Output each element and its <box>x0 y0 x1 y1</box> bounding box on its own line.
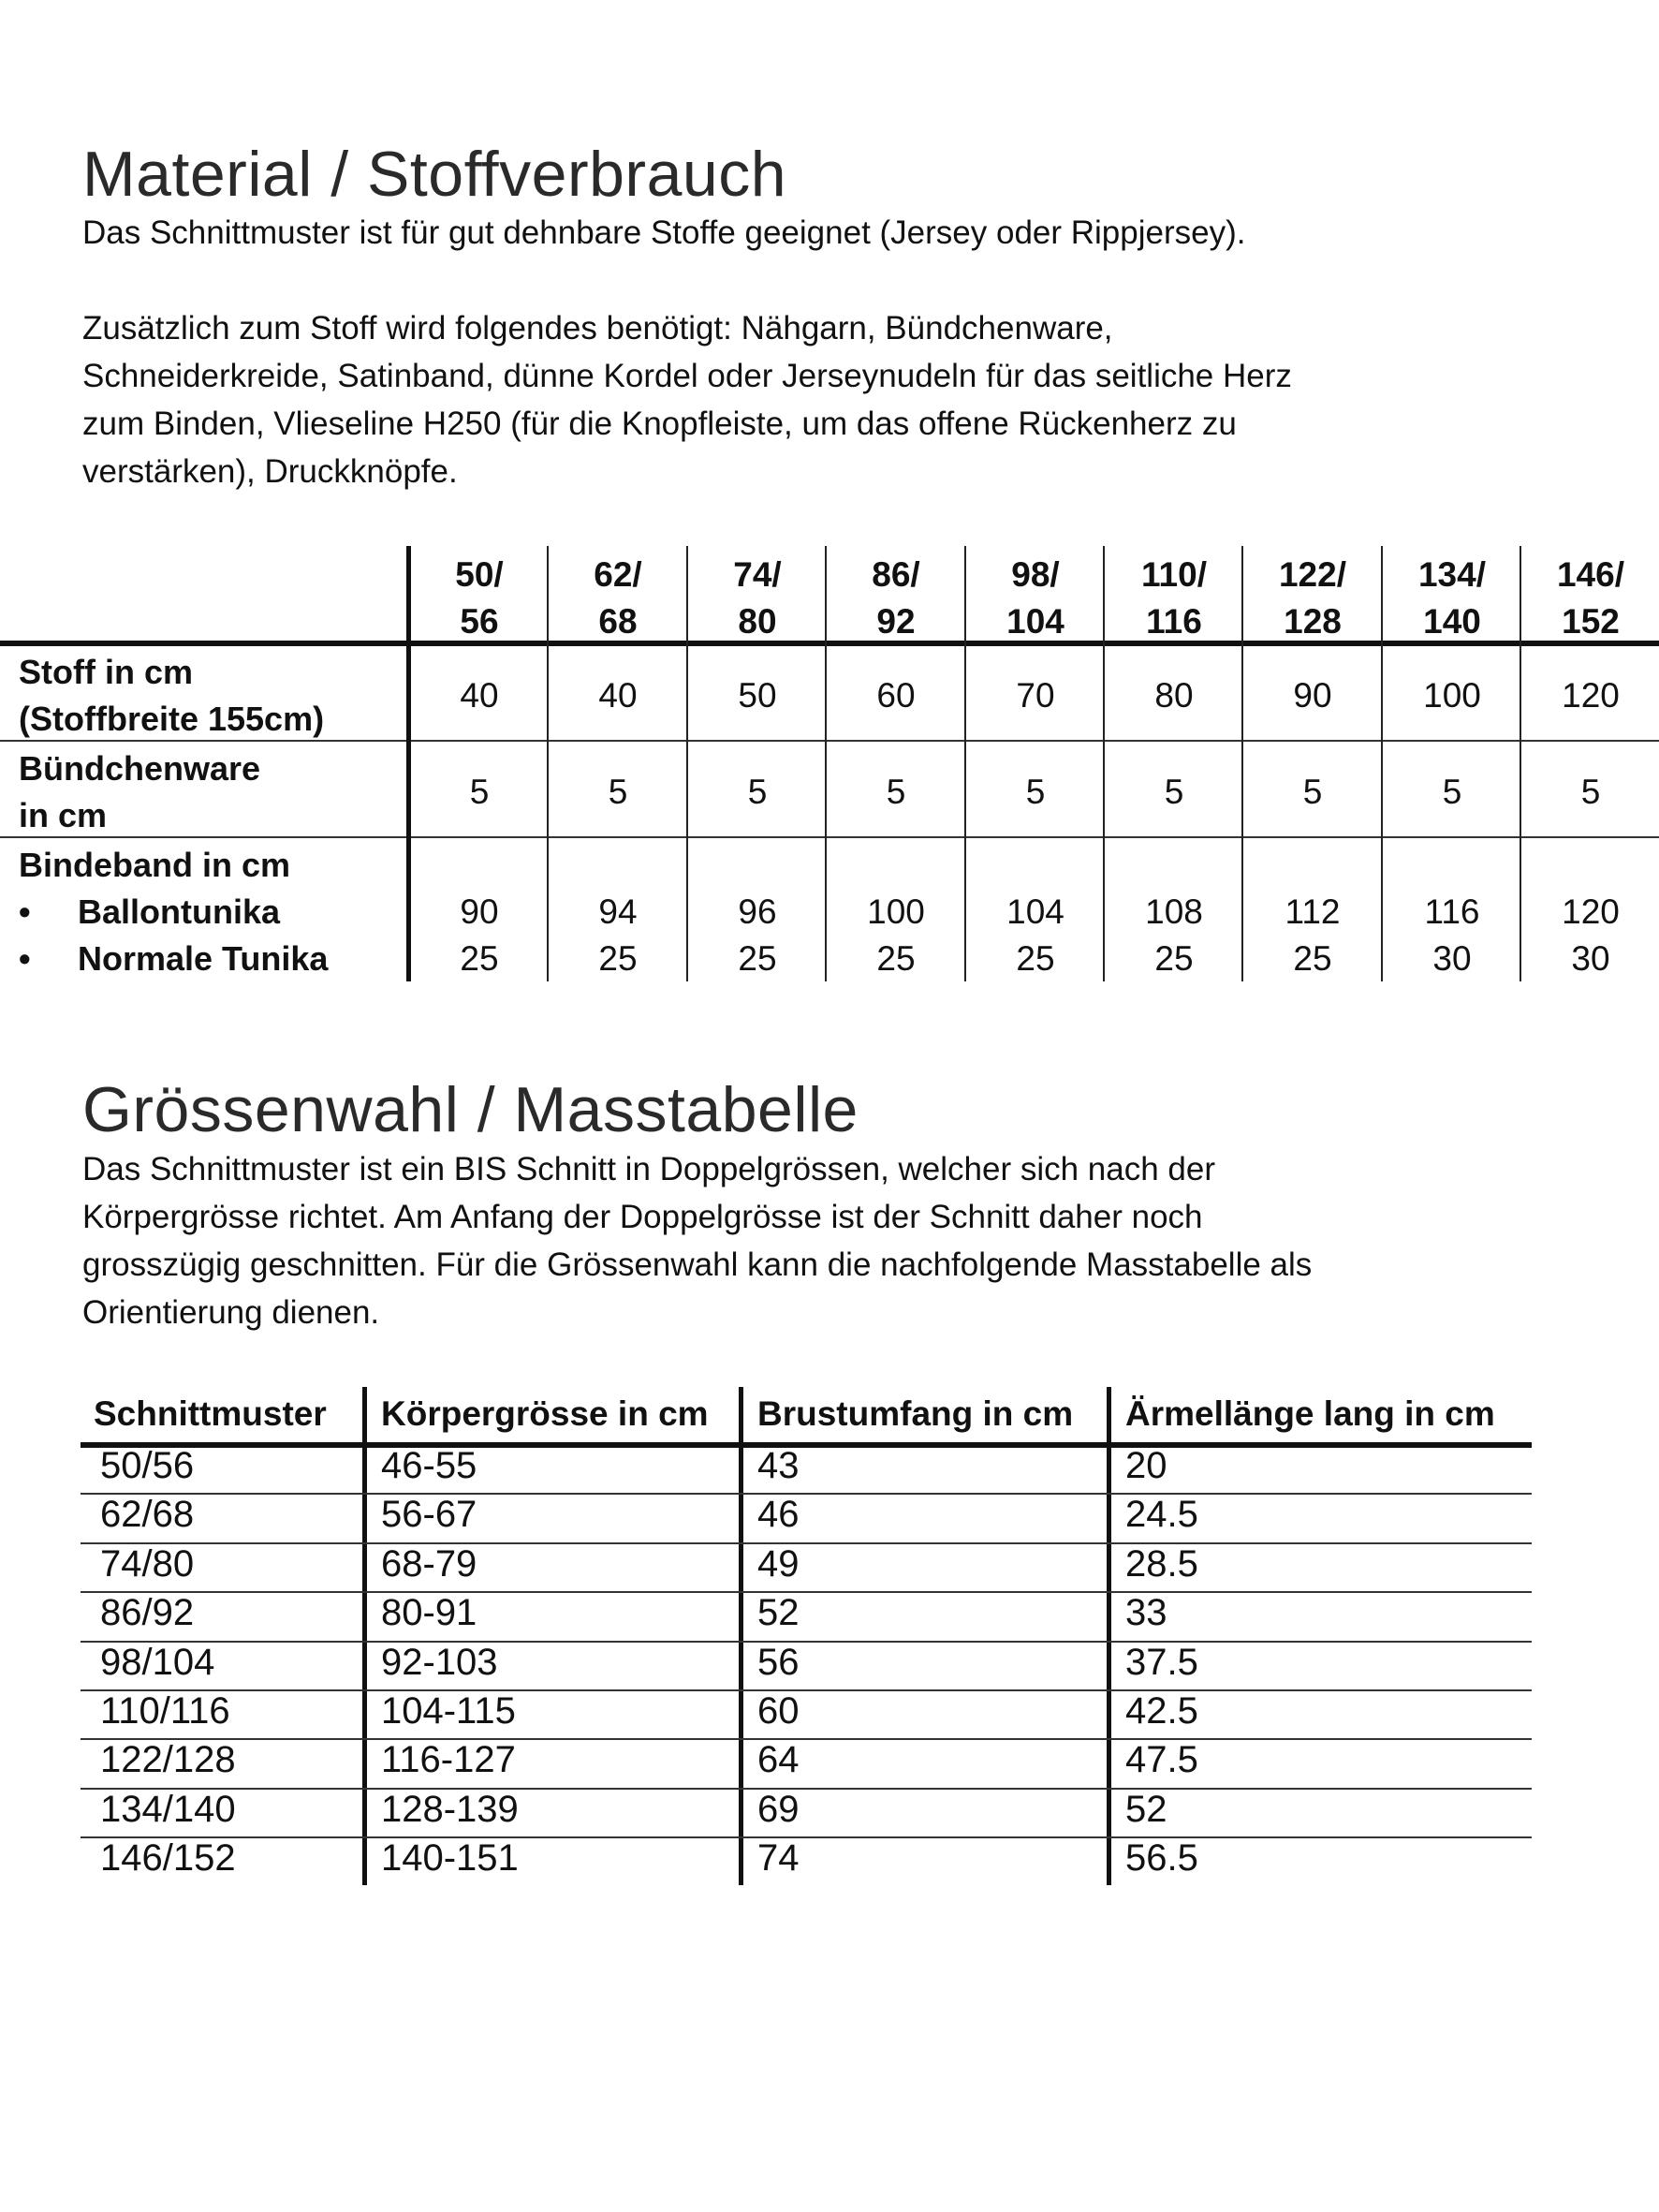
table-cell: 47.5 <box>1125 1739 1198 1780</box>
table-cell: 52 <box>757 1592 800 1633</box>
size-header-line: 56 <box>460 602 499 641</box>
sizing-intro-line: grosszügig geschnitten. Für die Grössenwahl kann die nachfolgende Masstabelle als <box>82 1246 1313 1283</box>
size-header-line: 134/ <box>1417 555 1486 594</box>
balloon-tunic-value: 112 <box>1285 892 1341 931</box>
table-cell: 56.5 <box>1125 1837 1198 1879</box>
fabric-consumption-table <box>0 546 1659 981</box>
row-label-normal-tunic: • Normale Tunika <box>19 936 403 982</box>
row-label-line: (Stoffbreite 155cm) <box>19 700 325 738</box>
size-header-line: 152 <box>1562 602 1620 641</box>
table-cell: 122/128 <box>100 1739 236 1780</box>
table-row-divider <box>81 1591 1532 1593</box>
material-intro <box>82 209 1245 257</box>
table-cell: 43 <box>757 1445 800 1486</box>
row-label-line: in cm <box>19 796 108 834</box>
column-header: Körpergrösse in cm <box>381 1394 709 1433</box>
table-cell: 20 <box>1125 1445 1167 1486</box>
size-column-header <box>1521 552 1659 645</box>
cuffs-value: 5 <box>1442 773 1462 811</box>
table-row-divider <box>81 1493 1532 1495</box>
normal-tunic-value: 25 <box>1293 939 1332 978</box>
table-cell: 24.5 <box>1125 1494 1198 1535</box>
size-header-line: 86/ <box>872 555 920 594</box>
fabric-value: 70 <box>1016 676 1055 715</box>
balloon-tunic-value: 100 <box>867 892 925 931</box>
size-column-header <box>1383 552 1521 645</box>
table-cell: 33 <box>1125 1592 1167 1633</box>
size-header-line: 62/ <box>594 555 642 594</box>
table-row-divider <box>81 1738 1532 1740</box>
fabric-value: 40 <box>460 676 499 715</box>
size-column-header <box>966 552 1105 645</box>
table-cell: 56 <box>757 1642 800 1683</box>
size-header-line: 128 <box>1284 602 1342 641</box>
normal-tunic-value: 25 <box>598 939 638 978</box>
table-row-divider <box>81 1689 1532 1691</box>
column-divider <box>739 1387 743 1885</box>
size-column-header <box>1105 552 1243 645</box>
column-header: Brustumfang in cm <box>757 1394 1074 1433</box>
table-row-divider <box>81 1788 1532 1790</box>
normal-tunic-value: 25 <box>876 939 916 978</box>
column-header: Ärmellänge lang in cm <box>1125 1394 1495 1433</box>
size-header-line: 122/ <box>1278 555 1346 594</box>
normal-tunic-value: 25 <box>1154 939 1194 978</box>
size-header-line: 68 <box>598 602 638 641</box>
row-label-line: Bindeband in cm <box>19 846 291 884</box>
sizing-intro <box>82 1145 1312 1336</box>
table-cell: 116-127 <box>381 1739 516 1780</box>
table-header-divider <box>81 1442 1532 1448</box>
size-header-line: 98/ <box>1011 555 1060 594</box>
fabric-value: 40 <box>598 676 638 715</box>
table-cell: 134/140 <box>100 1789 236 1830</box>
material-supplies-line: zum Binden, Vlieseline H250 (für die Knopfleiste, um das offene Rückenherz zu <box>82 406 1237 442</box>
balloon-tunic-value: 108 <box>1145 892 1203 931</box>
table-cell: 128-139 <box>381 1789 519 1830</box>
table-cell: 60 <box>757 1690 800 1732</box>
balloon-tunic-value: 120 <box>1562 892 1620 931</box>
table-row-divider <box>81 1836 1532 1838</box>
sizing-title: Grössenwahl / Masstabelle <box>82 1074 859 1145</box>
table-cell: 46-55 <box>381 1445 477 1486</box>
size-header-line: 116 <box>1146 602 1202 641</box>
table-cell: 98/104 <box>100 1642 215 1683</box>
material-supplies-line: verstärken), Druckknöpfe. <box>82 453 458 490</box>
material-supplies-line: Zusätzlich zum Stoff wird folgendes benötigt: Nähgarn, Bündchenware, <box>82 310 1113 347</box>
table-cell: 68-79 <box>381 1543 477 1585</box>
normal-tunic-value: 25 <box>460 939 499 978</box>
size-header-line: 104 <box>1006 602 1064 641</box>
size-header-line: 92 <box>876 602 916 641</box>
row-label-tie-band <box>19 842 403 982</box>
material-supplies-line: Schneiderkreide, Satinband, dünne Kordel oder Jerseynudeln für das seitliche Herz <box>82 358 1292 394</box>
fabric-value: 90 <box>1293 676 1332 715</box>
size-column-header <box>1243 552 1382 645</box>
balloon-tunic-value: 104 <box>1006 892 1064 931</box>
normal-tunic-value: 25 <box>1016 939 1055 978</box>
cuffs-value: 5 <box>886 773 906 811</box>
table-cell: 104-115 <box>381 1690 516 1732</box>
row-label-cuffs <box>19 745 403 839</box>
table-cell: 80-91 <box>381 1592 477 1633</box>
size-header-line: 50/ <box>455 555 504 594</box>
table-cell: 28.5 <box>1125 1543 1198 1585</box>
table-cell: 62/68 <box>100 1494 195 1535</box>
normal-tunic-value: 30 <box>1571 939 1610 978</box>
size-column-header <box>549 552 687 645</box>
row-label-line: Stoff in cm <box>19 653 193 691</box>
fabric-value: 50 <box>738 676 777 715</box>
cuffs-value: 5 <box>1164 773 1184 811</box>
table-cell: 74 <box>757 1837 800 1879</box>
row-label-balloon-tunic: • Ballontunika <box>19 889 403 936</box>
table-row-divider <box>81 1542 1532 1544</box>
material-supplies <box>82 304 1292 495</box>
cuffs-value: 5 <box>1580 773 1601 811</box>
fabric-value: 80 <box>1154 676 1194 715</box>
size-header-line: 74/ <box>733 555 782 594</box>
column-header: Schnittmuster <box>94 1394 327 1433</box>
size-header-line: 140 <box>1423 602 1481 641</box>
fabric-value: 120 <box>1562 676 1620 715</box>
sizing-intro-line: Körpergrösse richtet. Am Anfang der Doppelgrösse ist der Schnitt daher noch <box>82 1199 1203 1235</box>
size-column-header <box>827 552 965 645</box>
sizing-intro-line: Orientierung dienen. <box>82 1294 380 1331</box>
table-cell: 146/152 <box>100 1837 236 1879</box>
size-header-line: 146/ <box>1556 555 1624 594</box>
balloon-tunic-value: 90 <box>460 892 499 931</box>
column-divider <box>1107 1387 1111 1885</box>
column-divider <box>362 1387 367 1885</box>
table-cell: 56-67 <box>381 1494 477 1535</box>
size-header-line: 110/ <box>1141 555 1207 594</box>
size-header-line: 80 <box>738 602 777 641</box>
cuffs-value: 5 <box>1302 773 1323 811</box>
fabric-value: 100 <box>1423 676 1481 715</box>
size-chart-table <box>81 1387 1532 1885</box>
table-cell: 49 <box>757 1543 800 1585</box>
material-title: Material / Stoffverbrauch <box>82 139 787 210</box>
size-column-header <box>410 552 549 645</box>
table-cell: 52 <box>1125 1789 1167 1830</box>
fabric-value: 60 <box>876 676 916 715</box>
row-label-line: Bündchenware <box>19 749 261 788</box>
cuffs-value: 5 <box>1025 773 1046 811</box>
table-cell: 74/80 <box>100 1543 195 1585</box>
table-row-divider <box>81 1641 1532 1643</box>
normal-tunic-value: 30 <box>1432 939 1472 978</box>
normal-tunic-value: 25 <box>738 939 777 978</box>
cuffs-value: 5 <box>469 773 490 811</box>
table-cell: 92-103 <box>381 1642 498 1683</box>
balloon-tunic-value: 116 <box>1424 892 1480 931</box>
balloon-tunic-value: 96 <box>738 892 777 931</box>
table-cell: 110/116 <box>100 1690 230 1732</box>
material-intro-line: Das Schnittmuster ist für gut dehnbare Stoffe geeignet (Jersey oder Rippjersey). <box>82 214 1246 251</box>
table-cell: 86/92 <box>100 1592 195 1633</box>
table-cell: 69 <box>757 1789 800 1830</box>
cuffs-value: 5 <box>747 773 768 811</box>
cuffs-value: 5 <box>608 773 628 811</box>
table-cell: 64 <box>757 1739 800 1780</box>
size-column-header <box>688 552 827 645</box>
table-cell: 50/56 <box>100 1445 195 1486</box>
row-label-fabric <box>19 649 403 743</box>
table-cell: 140-151 <box>381 1837 519 1879</box>
balloon-tunic-value: 94 <box>598 892 638 931</box>
sizing-intro-line: Das Schnittmuster ist ein BIS Schnitt in Doppelgrössen, welcher sich nach der <box>82 1151 1216 1187</box>
table-cell: 37.5 <box>1125 1642 1198 1683</box>
table-cell: 42.5 <box>1125 1690 1198 1732</box>
table-cell: 46 <box>757 1494 800 1535</box>
